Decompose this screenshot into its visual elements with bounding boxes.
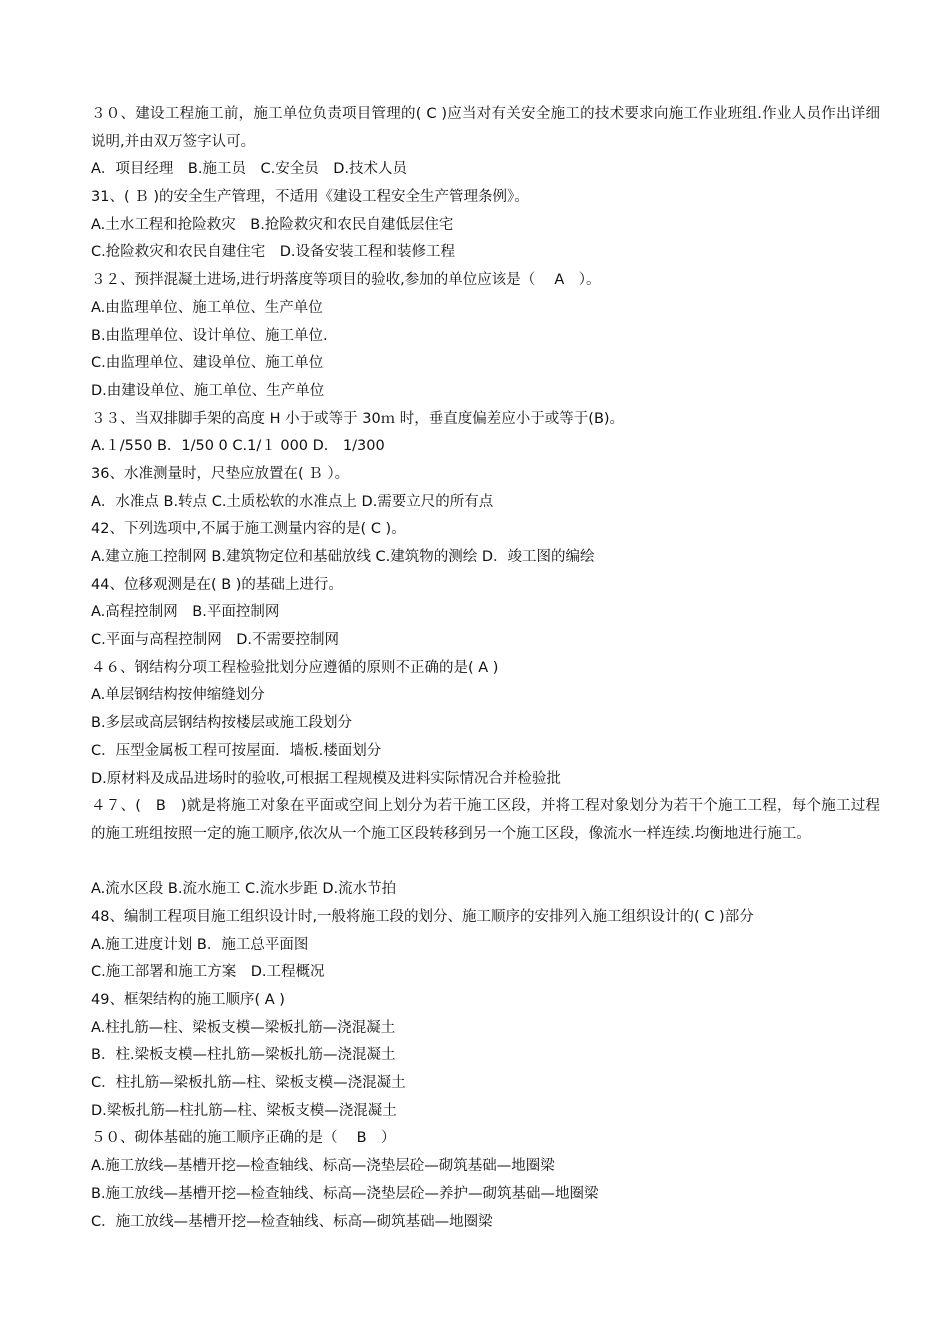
question-31-options-cd: C.抢险救灾和农民自建住宅 D.设备安装工程和装修工程 — [91, 244, 456, 261]
question-50: ５０、砌体基础的施工顺序正确的是（ B ） — [91, 1130, 396, 1147]
question-44-options-cd: C.平面与高程控制网 D.不需要控制网 — [91, 632, 340, 649]
question-32-option-c: C.由监理单位、建设单位、施工单位 — [91, 355, 324, 372]
question-30: ３０、建设工程施工前，施工单位负责项目管理的( C )应当对有关安全施工的技术要求向施工作业班组.作业人员作出详细说明,并由双万签字认可。 — [91, 106, 880, 150]
question-44-options-ab: A.高程控制网 B.平面控制网 — [91, 604, 280, 621]
question-36: 36、水准测量时，尺垫应放置在( Ｂ ）。 — [91, 465, 350, 482]
question-46-option-d: D.原材料及成品进场时的验收,可根据工程规模及进料实际情况合并检验批 — [91, 770, 561, 787]
question-48: 48、编制工程项目施工组织设计时,一般将施工段的划分、施工顺序的安排列入施工组织设计的( C )部分 — [91, 908, 754, 925]
question-48-options-ab: A.施工进度计划 B．施工总平面图 — [91, 936, 309, 953]
question-46-option-c: C．压型金属板工程可按屋面．墙板.楼面划分 — [91, 742, 382, 759]
question-46-option-a: A.单层钢结构按伸缩缝划分 — [91, 687, 265, 704]
question-49-option-c: C．柱扎筋—梁板扎筋—柱、梁板支模—浇混凝土 — [91, 1075, 406, 1092]
question-50-option-c: C．施工放线—基槽开挖—检查轴线、标高—砌筑基础—地圈梁 — [91, 1213, 493, 1230]
question-33-options: A.１/550 B．1/50 0 C.1/１ 000 D． 1/300 — [91, 438, 385, 455]
question-49-option-d: D.梁板扎筋—柱扎筋—柱、梁板支模—浇混凝土 — [91, 1102, 397, 1119]
question-47: ４７、( B )就是将施工对象在平面或空间上划分为若干施工区段，并将工程对象划分为若干个施工工程，每个施工过程的施工班组按照一定的施工顺序,依次从一个施工区段转移到另一个施工区段，像流水一样连续.均衡地进行施工。 — [91, 798, 880, 842]
question-31: 31、( Ｂ )的安全生产管理，不适用《建设工程安全生产管理条例》。 — [91, 189, 529, 206]
question-30-options: A．项目经理 B.施工员 C.安全员 D.技术人员 — [91, 161, 407, 178]
question-49-option-b: B．柱.梁板支模—柱扎筋—梁板扎筋—浇混凝土 — [91, 1047, 396, 1064]
question-44: 44、位移观测是在( B )的基础上进行。 — [91, 576, 343, 593]
question-36-options: A．水准点 B.转点 C.土质松软的水准点上 D.需要立尺的所有点 — [91, 493, 494, 510]
question-42-options: A.建立施工控制网 B.建筑物定位和基础放线 C.建筑物的测绘 D．竣工图的编绘 — [91, 549, 595, 566]
question-31-options-ab: A.土水工程和抢险救灾 B.抢险救灾和农民自建低层住宅 — [91, 216, 454, 233]
question-32: ３２、预拌混凝土进场,进行坍落度等项目的验收,参加的单位应该是（ A ）。 — [91, 272, 601, 289]
question-46: ４６、钢结构分项工程检验批划分应遵循的原则不正确的是( A ) — [91, 659, 499, 676]
question-32-option-a: A.由监理单位、施工单位、生产单位 — [91, 299, 323, 316]
question-49: 49、框架结构的施工顺序( A ) — [91, 992, 285, 1009]
question-33: ３３、当双排脚手架的高度 H 小于或等于 30ｍ 时，垂直度偏差应小于或等于(B)。 — [91, 410, 625, 427]
question-46-option-b: B.多层或高层钢结构按楼层或施工段划分 — [91, 715, 353, 732]
question-47-options: A.流水区段 B.流水施工 C.流水步距 D.流水节拍 — [91, 881, 397, 898]
question-50-option-b: B.施工放线—基槽开挖—检查轴线、标高—浇垫层砼—养护—砌筑基础—地圈梁 — [91, 1185, 599, 1202]
question-48-options-cd: C.施工部署和施工方案 D.工程概况 — [91, 964, 325, 981]
question-42: 42、下列选项中,不属于施工测量内容的是( C )。 — [91, 521, 406, 538]
question-49-option-a: A.柱扎筋—柱、梁板支模—梁板扎筋—浇混凝土 — [91, 1019, 396, 1036]
question-32-option-d: D.由建设单位、施工单位、生产单位 — [91, 382, 325, 399]
question-50-option-a: A.施工放线—基槽开挖—检查轴线、标高—浇垫层砼—砌筑基础—地圈梁 — [91, 1158, 555, 1175]
question-32-option-b: B.由监理单位、设计单位、施工单位. — [91, 327, 328, 344]
